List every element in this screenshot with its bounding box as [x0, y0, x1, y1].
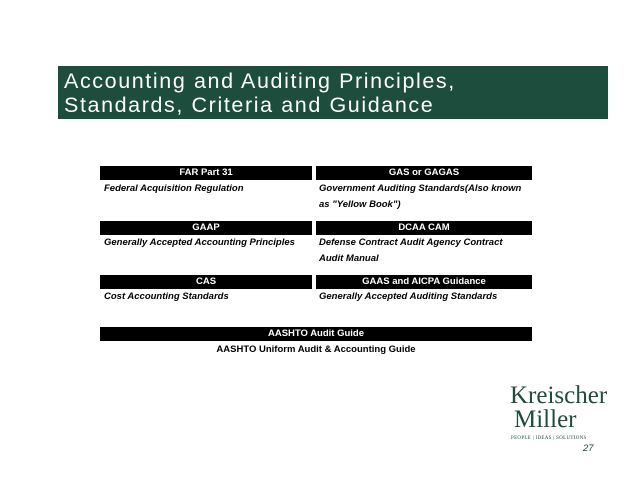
header-aashto: AASHTO Audit Guide [100, 327, 532, 341]
logo-tagline: PEOPLE | IDEAS | SOLUTIONS [511, 436, 587, 441]
desc-aashto: AASHTO Uniform Audit & Accounting Guide [216, 344, 416, 355]
page-title [64, 69, 456, 117]
desc-far-part-31: Federal Acquisition Regulation [104, 183, 244, 194]
desc-gas-gagas: Government Auditing Standards(Also known as "Yellow Book") [319, 183, 522, 210]
header-gaas-aicpa: GAAS and AICPA Guidance [316, 275, 532, 289]
header-far-part-31: FAR Part 31 [100, 166, 312, 180]
desc-dcaa-cam: Defense Contract Audit Agency Contract Audit Manual [319, 237, 503, 264]
desc-cas: Cost Accounting Standards [104, 291, 229, 302]
header-gas-gagas: GAS or GAGAS [316, 166, 532, 180]
title-bar [58, 66, 608, 119]
desc-gaas-aicpa: Generally Accepted Auditing Standards [319, 291, 498, 302]
page-number: 27 [583, 443, 594, 454]
header-gaap: GAAP [100, 221, 312, 235]
header-dcaa-cam: DCAA CAM [316, 221, 532, 235]
logo-line-1: Kreischer [510, 382, 608, 409]
logo-line-2: Miller [514, 406, 577, 433]
desc-gaap: Generally Accepted Accounting Principles [104, 237, 295, 248]
title-line-2: Standards, Criteria and Guidance [64, 93, 435, 117]
header-cas: CAS [100, 275, 312, 289]
title-line-1: Accounting and Auditing Principles, [64, 69, 456, 93]
